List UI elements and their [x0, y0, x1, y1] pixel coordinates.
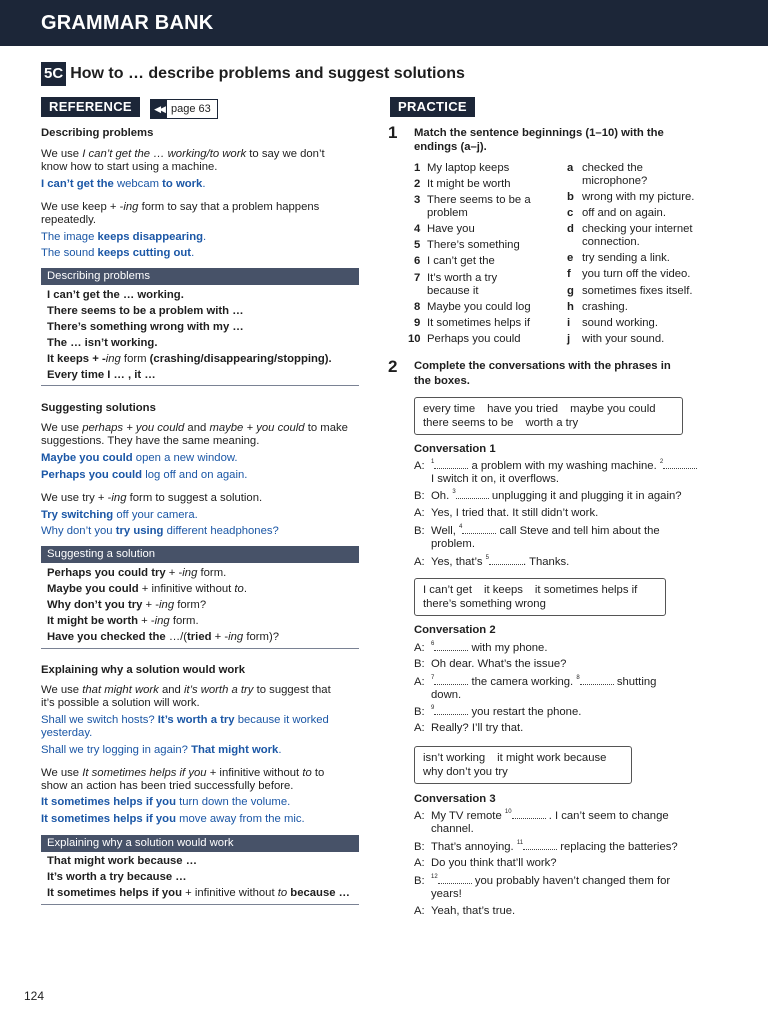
page-number: 124 [24, 989, 45, 1003]
phrase-box [414, 397, 683, 435]
rule-row: It keeps + -ing form (crashing/disappearing/stopping). [47, 353, 332, 365]
rule-row: Maybe you could + infinitive without to. [47, 583, 247, 595]
dialogue-line: A: $^7$ the camera working. $^8$ shutting [414, 675, 657, 688]
phrase: there seems to be [423, 417, 514, 429]
dialogue-line: channel. [431, 823, 474, 835]
dialogue-line: B: Oh dear. What’s the issue? [414, 658, 567, 670]
example-sentence: I can’t get the webcam to work. [41, 178, 206, 190]
list-item: e try sending a link. [567, 252, 670, 264]
example-sentence: Shall we switch hosts? It’s worth a try because it worked [41, 714, 329, 726]
list-item: i sound working. [567, 317, 658, 329]
ref-text: We use that might work and it’s worth a try to suggest that [41, 684, 331, 696]
phrase: it sometimes helps if [534, 584, 638, 596]
unit-number: 5C [41, 62, 66, 86]
ref-text: show an action has been tried successfully before. [41, 780, 294, 792]
exercise-instruction: Complete the conversations with the phrases in [414, 360, 671, 372]
phrase: there’s something wrong [423, 598, 546, 610]
phrase-box [414, 578, 666, 616]
blank-field [434, 641, 468, 651]
ref-text: repeatedly. [41, 214, 97, 226]
list-item: 5 There’s something [414, 239, 520, 251]
example-sentence: The sound keeps cutting out. [41, 247, 195, 259]
blank-field [434, 675, 468, 685]
phrase: it might work because [497, 752, 607, 764]
dialogue-line: A: Really? I’ll try that. [414, 722, 524, 734]
dialogue-line: down. [431, 689, 462, 701]
rule-row: It might be worth + -ing form. [47, 615, 199, 627]
section-heading: Explaining why a solution would work [41, 664, 245, 676]
rule-row: That might work because … [47, 855, 198, 867]
blank-field [438, 874, 472, 884]
ref-text: We use keep + -ing form to say that a problem happens [41, 201, 320, 213]
dialogue-line: A: Yes, I tried that. It still didn’t work. [414, 507, 599, 519]
rule-box-title: Suggesting a solution [41, 546, 359, 563]
list-item: 9 It sometimes helps if [414, 317, 530, 329]
dialogue-line: A: $^6$ with my phone. [414, 641, 548, 654]
ref-text: it’s possible a solution will work. [41, 697, 200, 709]
exercise-instruction: endings (a–j). [414, 141, 487, 153]
exercise-instruction: Match the sentence beginnings (1–10) with the [414, 127, 664, 139]
example-sentence: yesterday. [41, 727, 93, 739]
rule-row: Why don’t you try + -ing form? [47, 599, 207, 611]
list-item: 7 It’s worth a try [414, 272, 498, 284]
rule-row: The … isn’t working. [47, 337, 158, 349]
example-sentence: It sometimes helps if you turn down the volume. [41, 796, 291, 808]
dialogue-line: B: $^{12}$ you probably haven’t changed them for [414, 874, 671, 887]
list-item: 4 Have you [414, 223, 475, 235]
blank-field [663, 459, 697, 469]
reference-tab: REFERENCE [41, 97, 140, 117]
unit-title [41, 62, 465, 86]
example-sentence: Maybe you could open a new window. [41, 452, 238, 464]
example-sentence: Try switching off your camera. [41, 509, 198, 521]
rule-row: It’s worth a try because … [47, 871, 187, 883]
list-item: 8 Maybe you could log [414, 301, 531, 313]
list-item: 6 I can’t get the [414, 255, 495, 267]
dialogue-line: A: My TV remote $^{10}$ . I can’t seem to change [414, 809, 669, 822]
dialogue-line: A: Yeah, that’s true. [414, 905, 516, 917]
dialogue-line: problem. [431, 538, 475, 550]
phrase: I can’t get [423, 584, 472, 596]
phrase: why don’t you try [423, 766, 508, 778]
list-item: 1 My laptop keeps [414, 162, 510, 174]
rule-row: I can’t get the … working. [47, 289, 184, 301]
example-sentence: The image keeps disappearing. [41, 231, 207, 243]
list-item: h crashing. [567, 301, 628, 313]
list-item: g sometimes fixes itself. [567, 285, 693, 297]
phrase: isn’t working [423, 752, 486, 764]
example-sentence: It sometimes helps if you move away from the mic. [41, 813, 305, 825]
phrase: maybe you could [570, 403, 656, 415]
conversation-heading: Conversation 3 [414, 793, 496, 805]
phrase-box [414, 746, 632, 784]
rule-box-title: Describing problems [41, 268, 359, 285]
example-sentence: Shall we try logging in again? That might work. [41, 744, 282, 756]
blank-field [456, 489, 489, 499]
list-item-cont: problem [427, 207, 468, 219]
ref-text: We use I can’t get the … working/to work to say we don’t [41, 148, 325, 160]
rule-row: It sometimes helps if you + infinitive without to because … [47, 887, 350, 899]
dialogue-line: B: $^9$ you restart the phone. [414, 705, 582, 718]
section-heading: Suggesting solutions [41, 402, 156, 414]
exercise-number: 1 [388, 123, 398, 142]
header-bar [0, 0, 768, 46]
section-heading: Describing problems [41, 127, 154, 139]
list-item: c off and on again. [567, 207, 666, 219]
ref-text: We use perhaps + you could and maybe + you could to make [41, 422, 348, 434]
blank-field [512, 809, 546, 819]
list-item: b wrong with my picture. [567, 191, 695, 203]
list-item-cont: connection. [582, 236, 640, 248]
rule-row: Have you checked the …/(tried + -ing form)? [47, 631, 279, 643]
ref-text: We use try + -ing form to suggest a solution. [41, 492, 263, 504]
phrase: have you tried [487, 403, 559, 415]
dialogue-line: A: Do you think that’ll work? [414, 857, 557, 869]
list-item-cont: because it [427, 285, 479, 297]
dialogue-line: years! [431, 888, 462, 900]
dialogue-line: B: Well, $^4$ call Steve and tell him about the [414, 524, 660, 537]
list-item: 10 Perhaps you could [408, 333, 521, 345]
list-item: f you turn off the video. [567, 268, 691, 280]
blank-field [523, 840, 557, 850]
ref-text: know how to start using a machine. [41, 161, 218, 173]
rule-row: Perhaps you could try + -ing form. [47, 567, 227, 579]
phrase: every time [423, 403, 476, 415]
phrase: worth a try [525, 417, 579, 429]
list-item: j with your sound. [567, 333, 665, 345]
rewind-icon: ◀◀ [151, 100, 167, 118]
dialogue-line: B: That’s annoying. $^{11}$ replacing the batteries? [414, 840, 678, 853]
blank-field [434, 705, 468, 715]
list-item-cont: microphone? [582, 175, 648, 187]
practice-tab: PRACTICE [390, 97, 475, 117]
ref-text: suggestions. They have the same meaning. [41, 435, 260, 447]
unit-heading: How to … describe problems and suggest solutions [70, 65, 465, 82]
example-sentence: Perhaps you could log off and on again. [41, 469, 248, 481]
phrase: it keeps [483, 584, 523, 596]
page-reference-label: page 63 [171, 103, 211, 115]
blank-field [462, 524, 496, 534]
rule-row: There seems to be a problem with … [47, 305, 244, 317]
list-item: d checking your internet [567, 223, 693, 235]
blank-field [580, 675, 614, 685]
exercise-number: 2 [388, 357, 398, 376]
blank-field [434, 459, 468, 469]
dialogue-line: A: Yes, that’s $^5$ . Thanks. [414, 555, 570, 568]
rule-row: Every time I … , it … [47, 369, 156, 381]
conversation-heading: Conversation 1 [414, 443, 496, 455]
list-item: 3 There seems to be a [414, 194, 531, 206]
header-title: GRAMMAR BANK [41, 12, 214, 34]
ref-text: We use It sometimes helps if you + infinitive without to to [41, 767, 325, 779]
list-item: 2 It might be worth [414, 178, 511, 190]
conversation-heading: Conversation 2 [414, 624, 496, 636]
page-reference-link[interactable] [150, 99, 218, 119]
dialogue-line: B: Oh. $^3$ unplugging it and plugging it in again? [414, 489, 682, 502]
dialogue-line: I switch it on, it overflows. [431, 473, 560, 485]
list-item: a checked the [567, 162, 643, 174]
blank-field [489, 555, 523, 565]
example-sentence: Why don’t you try using different headphones? [41, 525, 279, 537]
dialogue-line: A: $^1$ a problem with my washing machine. $^2$ [414, 459, 697, 474]
rule-row: There’s something wrong with my … [47, 321, 244, 333]
rule-box-title: Explaining why a solution would work [41, 835, 359, 852]
exercise-instruction: the boxes. [414, 375, 470, 387]
